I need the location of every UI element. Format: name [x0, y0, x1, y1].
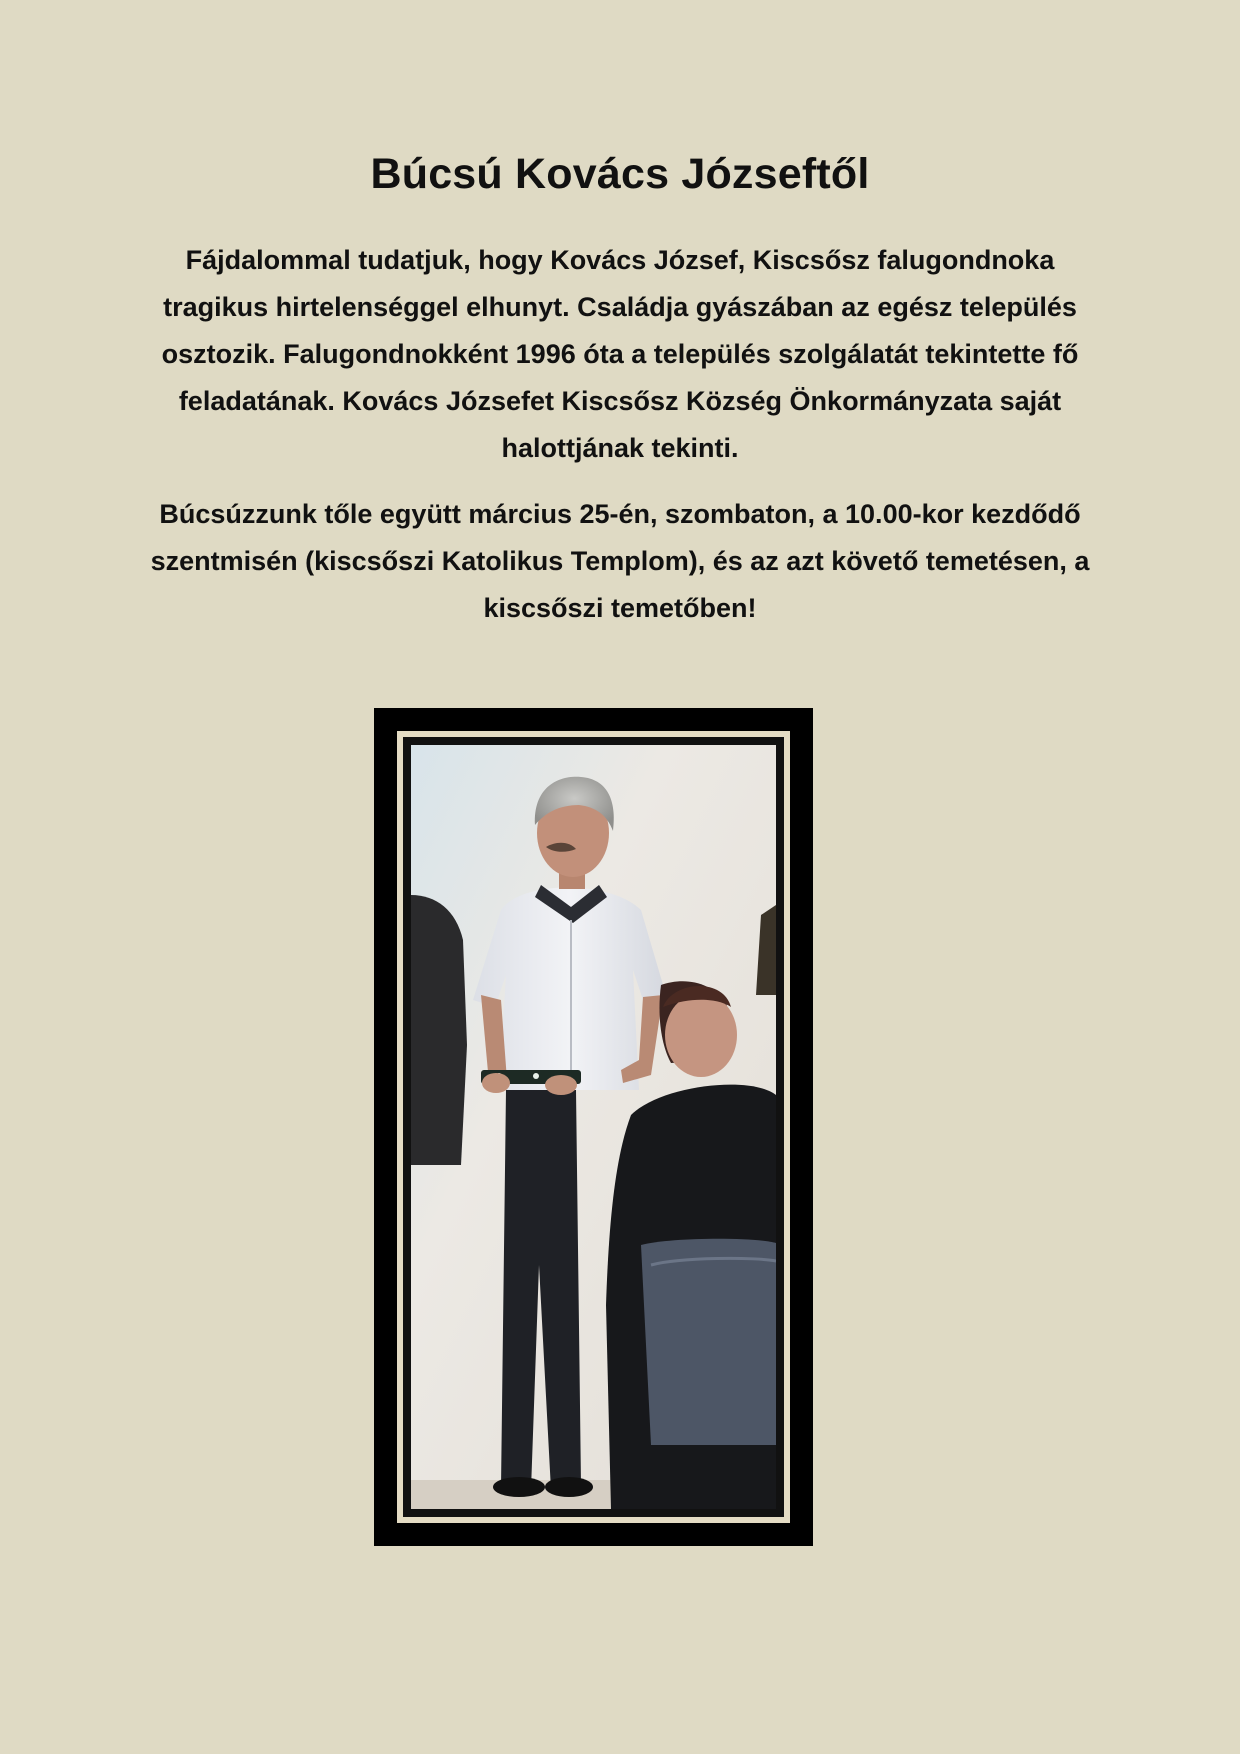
- portrait-photo: [411, 745, 776, 1509]
- portrait-photo-image: [411, 745, 776, 1509]
- funeral-details-paragraph: Búcsúzzunk tőle együtt március 25-én, szombaton, a 10.00-kor kezdődő szentmisén (kiscsőszi Katolikus Templom), és az azt követő temetésen, a kiscsőszi temetőben!: [150, 499, 1090, 623]
- portrait-inner-border: [403, 737, 784, 1517]
- portrait-frame: [374, 708, 813, 1546]
- announcement-paragraph: Fájdalommal tudatjuk, hogy Kovács József, Kiscsősz falugondnoka tragikus hirtelenséggel elhunyt. Családja gyászában az egész település osztozik. Falugondnokként 1996 óta a település szolgálatát tekintette fő feladatának. Kovács Józsefet Kiscsősz Község Önkormányzata saját halottjának tekinti.: [161, 245, 1079, 463]
- portrait-mat: [397, 731, 790, 1523]
- page-title: Búcsú Kovács Józseftől: [370, 150, 870, 198]
